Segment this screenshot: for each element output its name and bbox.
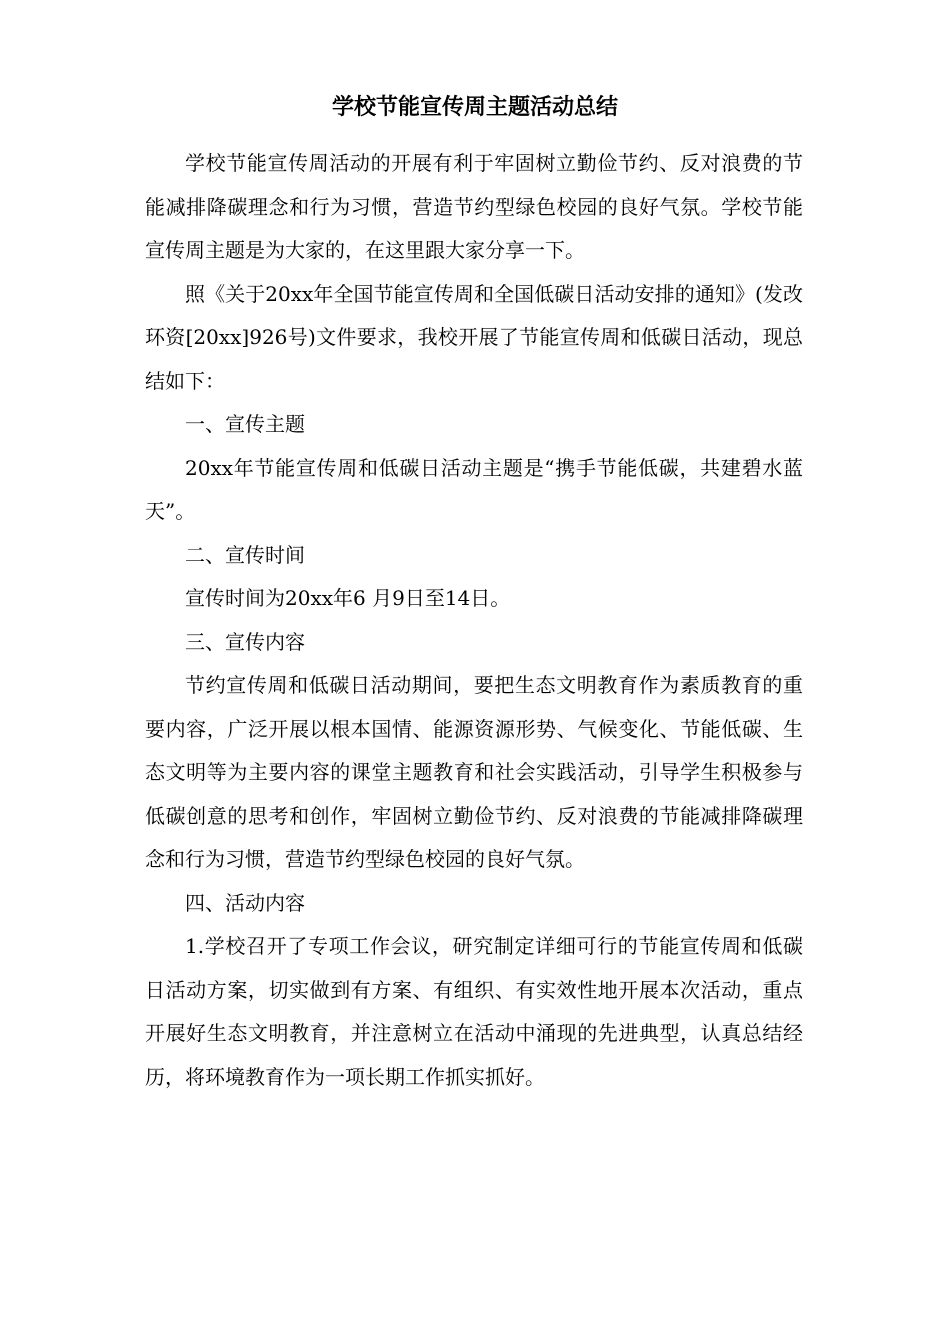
section-heading-content: 三、宣传内容 bbox=[185, 629, 305, 654]
section-heading-theme: 一、宣传主题 bbox=[185, 412, 305, 436]
intro-paragraph: 学校节能宣传周活动的开展有利于牢固树立勤俭节约、反对浪费的节能减排降碳理念和行为习惯，营造节约型绿色校园的良好气氛。学校节能宣传周主题是为大家的，在这里跟大家分享一下。 bbox=[145, 151, 803, 262]
theme-paragraph: 20xx年节能宣传周和低碳日活动主题是“携手节能低碳，共建碧水蓝天”。 bbox=[145, 455, 803, 523]
content-paragraph: 节约宣传周和低碳日活动期间，要把生态文明教育作为素质教育的重要内容，广泛开展以根本国情、能源资源形势、气候变化、节能低碳、生态文明等为主要内容的课堂主题教育和社会实践活动，引导学生积极参与低碳创意的思考和创作，牢固树立勤俭节约、反对浪费的节能减排降碳理念和行为习惯，营造节约型绿色校园的良好气氛。 bbox=[145, 673, 803, 871]
activity-paragraph-1: 1.学校召开了专项工作会议，研究制定详细可行的节能宣传周和低碳日活动方案，切实做到有方案、有组织、有实效性地开展本次活动，重点开展好生态文明教育，并注意树立在活动中涌现的先进典型，认真总结经历，将环境教育作为一项长期工作抓实抓好。 bbox=[145, 934, 803, 1089]
section-heading-time: 二、宣传时间 bbox=[185, 542, 305, 567]
document-title: 学校节能宣传周主题活动总结 bbox=[331, 95, 618, 120]
section-heading-activities: 四、活动内容 bbox=[185, 890, 305, 915]
document-body bbox=[145, 142, 803, 1099]
notice-paragraph: 照《关于20xx年全国节能宣传周和全国低碳日活动安排的通知》(发改环资[20xx]926号)文件要求，我校开展了节能宣传周和低碳日活动，现总结如下： bbox=[145, 281, 803, 393]
time-paragraph: 宣传时间为20xx年6 月9日至14日。 bbox=[185, 586, 511, 610]
